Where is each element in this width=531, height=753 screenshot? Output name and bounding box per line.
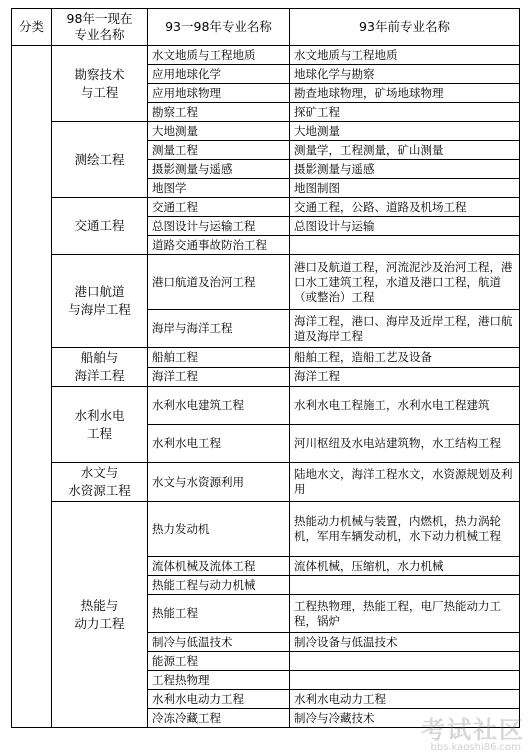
current-major-cell: 热能与 动力工程 (52, 502, 148, 728)
mid-name-cell: 热力发动机 (148, 502, 290, 557)
old-name-cell: 工程热物理，热能工程，电厂热能动力工程，锅炉 (290, 595, 520, 633)
old-name-cell: 测量学，工程测量，矿山测量 (290, 141, 520, 160)
table-row (12, 198, 520, 217)
mid-name-cell: 应用地球化学 (148, 65, 290, 84)
current-major-cell: 港口航道 与海岸工程 (52, 255, 148, 348)
mid-name-cell: 大地测量 (148, 122, 290, 141)
old-name-cell: 海洋工程 (290, 367, 520, 387)
old-name-cell: 制冷设备与低温技术 (290, 633, 520, 652)
header-row (12, 9, 520, 46)
current-major-cell: 水文与 水资源工程 (52, 463, 148, 502)
mid-name-cell: 摄影测量与遥感 (148, 160, 290, 179)
header-pre-93-name: 93年前专业名称 (290, 9, 520, 46)
old-name-cell: 河川枢纽及水电站建筑物，水工结构工程 (290, 425, 520, 463)
old-name-cell (290, 652, 520, 671)
table-row (12, 348, 520, 368)
mid-name-cell: 测量工程 (148, 141, 290, 160)
table-row (12, 122, 520, 141)
header-current-name: 98年一现在 专业名称 (52, 9, 148, 46)
header-category: 分类 (12, 9, 52, 46)
current-major-cell: 船舶与 海洋工程 (52, 348, 148, 387)
table-row (12, 255, 520, 310)
current-major-cell: 勘察技术 与工程 (52, 46, 148, 122)
table-row (12, 463, 520, 502)
old-name-cell: 水利水电动力工程 (290, 690, 520, 709)
mid-name-cell: 总图设计与运输工程 (148, 217, 290, 236)
mid-name-cell: 水利水电工程 (148, 425, 290, 463)
mid-name-cell: 流体机械及流体工程 (148, 557, 290, 576)
major-name-table (11, 8, 520, 728)
mid-name-cell: 热能工程与动力机械 (148, 576, 290, 595)
mid-name-cell: 交通工程 (148, 198, 290, 217)
old-name-cell: 船舶工程，造船工艺及设备 (290, 348, 520, 368)
old-name-cell: 地图制图 (290, 179, 520, 198)
mid-name-cell: 海岸与海洋工程 (148, 310, 290, 348)
table-row (12, 387, 520, 425)
old-name-cell: 水利水电工程施工，水利水电工程建筑 (290, 387, 520, 425)
current-major-cell: 测绘工程 (52, 122, 148, 198)
old-name-cell: 摄影测量与遥感 (290, 160, 520, 179)
mid-name-cell: 勘察工程 (148, 103, 290, 122)
mid-name-cell: 水文与水资源利用 (148, 463, 290, 502)
mid-name-cell: 制冷与低温技术 (148, 633, 290, 652)
mid-name-cell: 水利水电建筑工程 (148, 387, 290, 425)
mid-name-cell: 水利水电动力工程 (148, 690, 290, 709)
table-row (12, 46, 520, 65)
mid-name-cell: 船舶工程 (148, 348, 290, 368)
mid-name-cell: 工程热物理 (148, 671, 290, 690)
old-name-cell: 制冷与冷藏技术 (290, 709, 520, 728)
old-name-cell: 流体机械，压缩机，水力机械 (290, 557, 520, 576)
header-93-98-name: 93一98年专业名称 (148, 9, 290, 46)
watermark-logo: 考试社区 (421, 716, 525, 744)
old-name-cell: 热能动力机械与装置，内燃机，热力涡轮机，军用车辆发动机，水下动力机械工程 (290, 502, 520, 557)
mid-name-cell: 冷冻冷藏工程 (148, 709, 290, 728)
old-name-cell: 交通工程，公路、道路及机场工程 (290, 198, 520, 217)
mid-name-cell: 水文地质与工程地质 (148, 46, 290, 65)
table-row (12, 502, 520, 557)
mid-name-cell: 地图学 (148, 179, 290, 198)
current-major-cell: 水利水电 工程 (52, 387, 148, 463)
mid-name-cell: 热能工程 (148, 595, 290, 633)
watermark-url: bbs.kaoshi86.com (430, 742, 521, 753)
old-name-cell: 勘查地球物理，矿场地球物理 (290, 84, 520, 103)
mid-name-cell: 应用地球物理 (148, 84, 290, 103)
old-name-cell: 大地测量 (290, 122, 520, 141)
old-name-cell: 海洋工程，港口、海岸及近岸工程，港口航道及海岸工程 (290, 310, 520, 348)
old-name-cell (290, 576, 520, 595)
current-major-cell: 交通工程 (52, 198, 148, 255)
old-name-cell: 陆地水文，海洋工程水文，水资源规划及利用 (290, 463, 520, 502)
mid-name-cell: 道路交通事故防治工程 (148, 236, 290, 255)
old-name-cell: 探矿工程 (290, 103, 520, 122)
old-name-cell (290, 671, 520, 690)
category-cell (12, 46, 52, 728)
old-name-cell (290, 236, 520, 255)
mid-name-cell: 港口航道及治河工程 (148, 255, 290, 310)
old-name-cell: 总图设计与运输 (290, 217, 520, 236)
old-name-cell: 港口及航道工程，河流泥沙及治河工程，港口水工建筑工程，水道及港口工程，航道（或整治）工程 (290, 255, 520, 310)
mid-name-cell: 海洋工程 (148, 367, 290, 387)
old-name-cell: 地球化学与勘察 (290, 65, 520, 84)
mid-name-cell: 能源工程 (148, 652, 290, 671)
old-name-cell: 水文地质与工程地质 (290, 46, 520, 65)
